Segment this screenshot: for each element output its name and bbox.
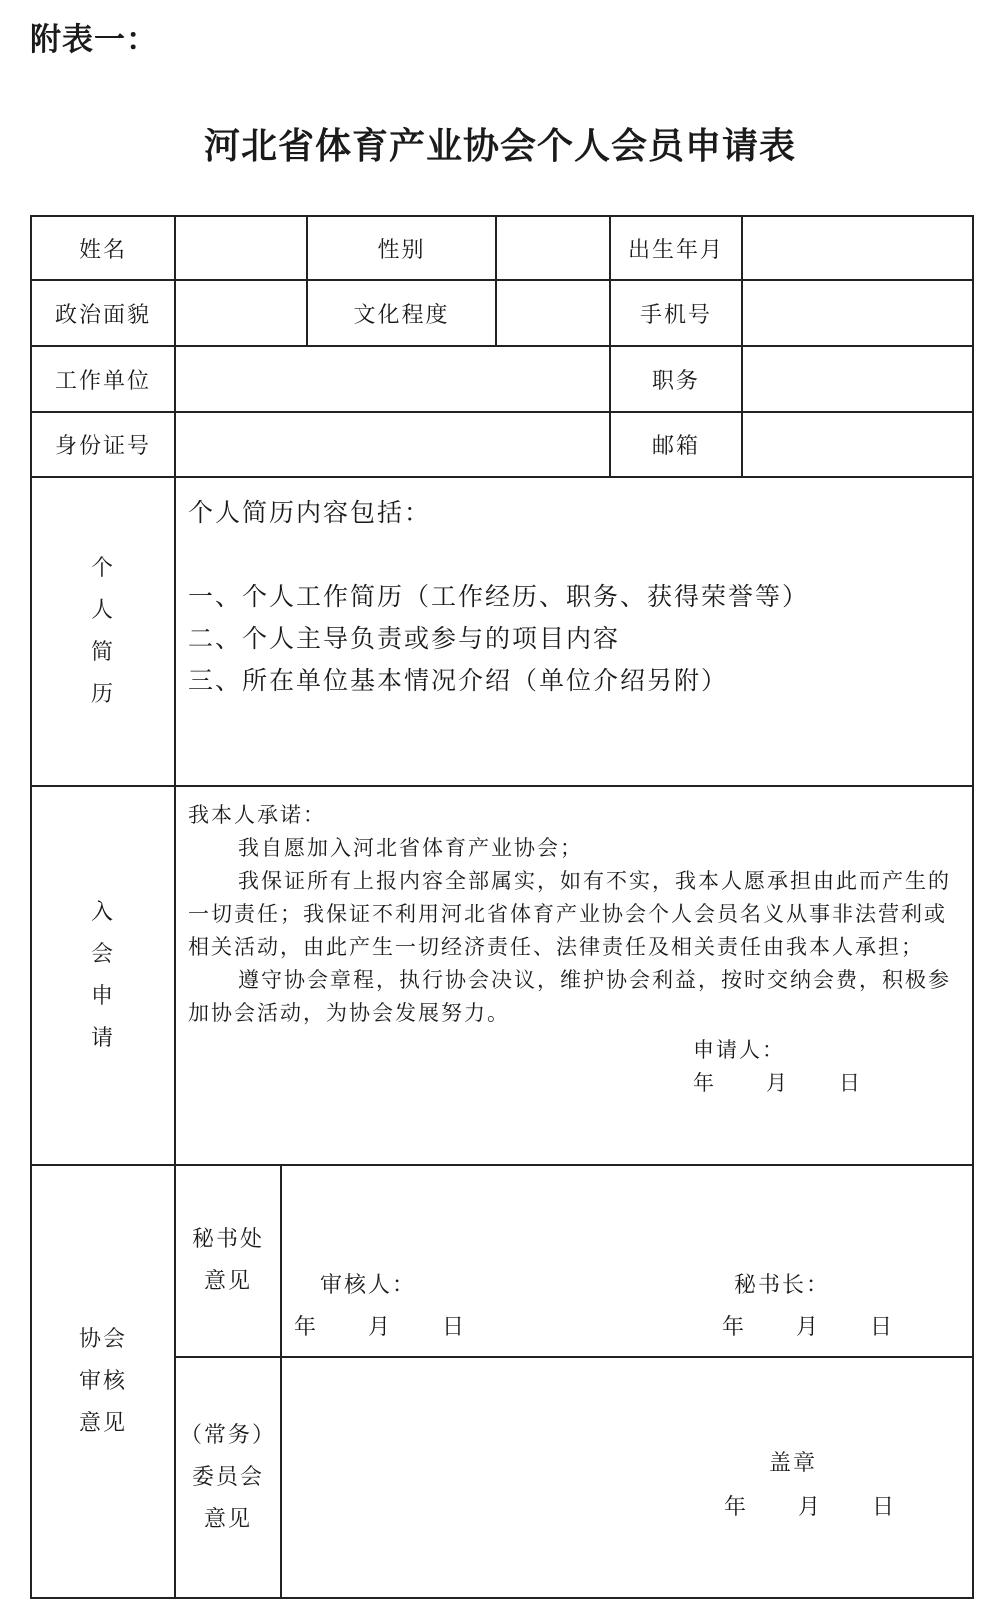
pledge-paragraph: 我自愿加入河北省体育产业协会；: [238, 836, 583, 860]
gender-value-cell[interactable]: [496, 216, 610, 280]
resume-content-cell[interactable]: [175, 477, 973, 786]
position-value-cell[interactable]: [742, 346, 973, 412]
id-number-value-cell[interactable]: [175, 412, 610, 477]
name-value-cell[interactable]: [175, 216, 307, 280]
workplace-value-cell[interactable]: [175, 346, 610, 412]
secretary-general-date: 年 月 日: [722, 1315, 895, 1340]
pledge-paragraph: 遵守协会章程，执行协会决议，维护协会利益，按时交纳会费，积极参加协会活动，为协会发展努力。: [188, 968, 951, 1025]
birth-label: 出生年月: [610, 216, 742, 280]
resume-item: 二、个人主导负责或参与的项目内容: [188, 624, 621, 653]
secretariat-opinion-cell[interactable]: [281, 1165, 973, 1357]
reviewer-label: 审核人：: [320, 1273, 417, 1298]
phone-label: 手机号: [610, 280, 742, 346]
committee-opinion-label: （常务） 委员会 意见: [175, 1357, 281, 1598]
email-value-cell[interactable]: [742, 412, 973, 477]
secretary-general-label: 秘书长：: [734, 1273, 831, 1298]
position-label: 职务: [610, 346, 742, 412]
political-value-cell[interactable]: [175, 280, 307, 346]
resume-intro: 个人简历内容包括：: [188, 498, 432, 527]
applicant-signature-label: 申请人：: [693, 1038, 785, 1062]
reviewer-date: 年 月 日: [294, 1315, 467, 1340]
resume-item: 三、所在单位基本情况介绍（单位介绍另附）: [188, 666, 729, 695]
seal-label: 盖章: [769, 1451, 818, 1476]
committee-date: 年 月 日: [724, 1495, 897, 1520]
email-label: 邮箱: [610, 412, 742, 477]
political-label: 政治面貌: [31, 280, 175, 346]
review-section-label: 协会 审核 意见: [31, 1165, 175, 1598]
id-number-label: 身份证号: [31, 412, 175, 477]
appendix-label: 附表一：: [30, 22, 158, 58]
application-date: 年 月 日: [693, 1071, 862, 1095]
form-title: 河北省体育产业协会个人会员申请表: [203, 126, 796, 167]
resume-section-label: 个 人 简 历: [31, 477, 175, 786]
phone-value-cell[interactable]: [742, 280, 973, 346]
pledge-content-cell: [175, 786, 973, 1165]
application-section-label: 入 会 申 请: [31, 786, 175, 1165]
pledge-title: 我本人承诺：: [188, 803, 326, 827]
workplace-label: 工作单位: [31, 346, 175, 412]
secretariat-opinion-label: 秘书处 意见: [175, 1165, 281, 1357]
pledge-paragraph: 我保证所有上报内容全部属实，如有不实，我本人愿承担由此而产生的一切责任；我保证不利用河北省体育产业协会个人会员名义从事非法营利或相关活动，由此产生一切经济责任、法律责任及相关责任由我本人承担；: [188, 869, 951, 959]
name-label: 姓名: [31, 216, 175, 280]
birth-value-cell[interactable]: [742, 216, 973, 280]
committee-opinion-cell[interactable]: [281, 1357, 973, 1598]
gender-label: 性别: [307, 216, 496, 280]
education-label: 文化程度: [307, 280, 496, 346]
application-form-table: [30, 215, 974, 1599]
resume-item: 一、个人工作简历（工作经历、职务、获得荣誉等）: [188, 582, 810, 611]
education-value-cell[interactable]: [496, 280, 610, 346]
